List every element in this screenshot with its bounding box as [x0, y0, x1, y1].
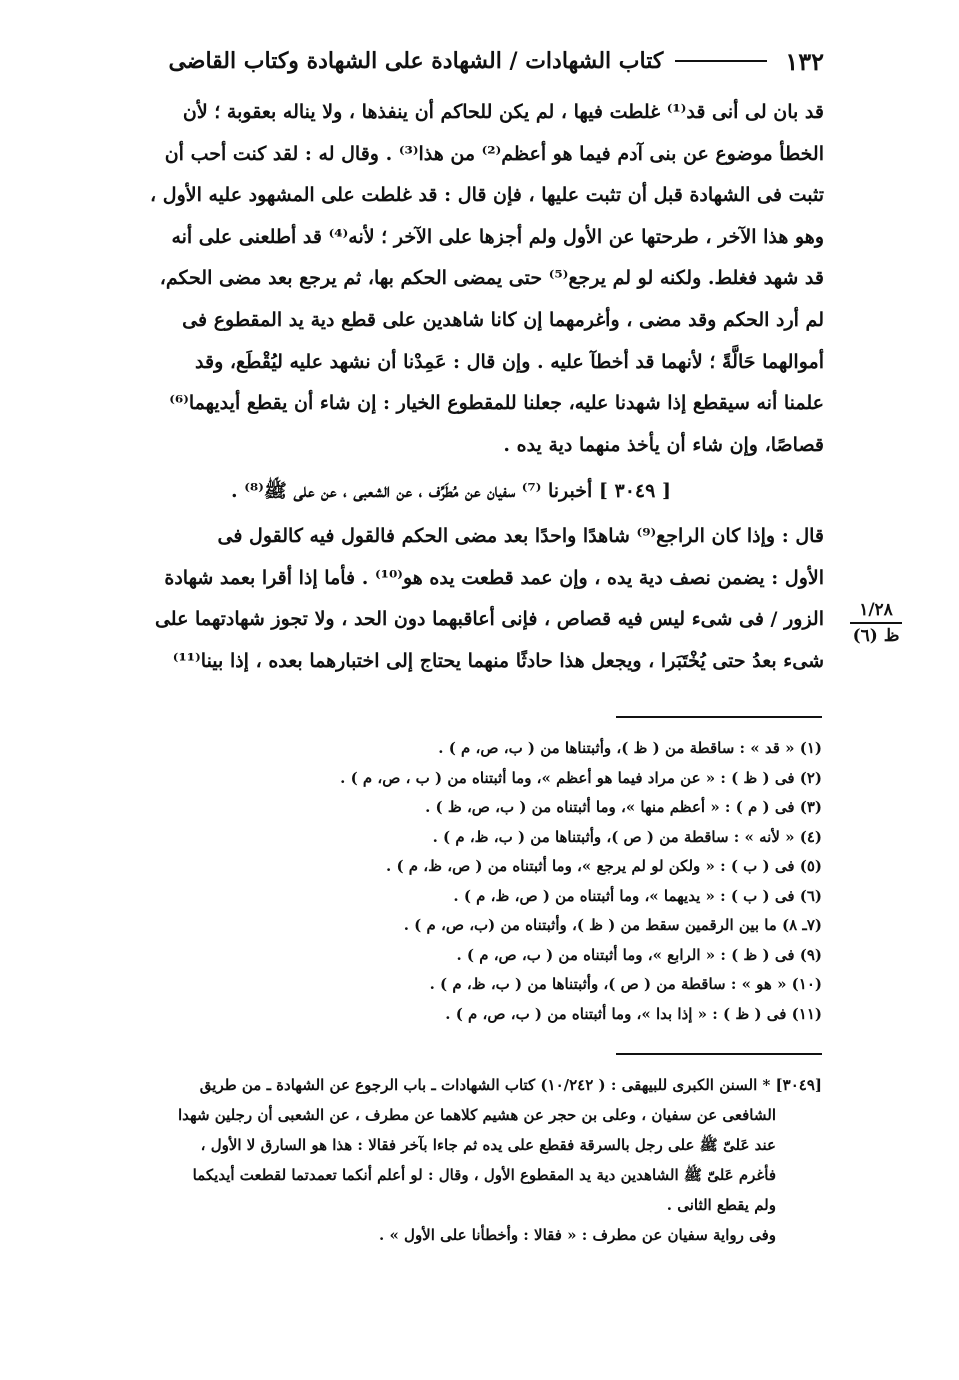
text-line: قال : وإذا كان الراجع⁽⁹⁾ شاهدًا واحدًا بعد مضى الحكم فالقول فيه كالقول فى — [217, 524, 824, 547]
footnote: (٢) فى ( ظ ) : « عن مراد فيما هو أعظم »، وما أثبتناه من ( ب ، ص، م ) . — [340, 768, 822, 787]
paragraph-2 — [78, 516, 824, 682]
paragraph-1 — [78, 92, 824, 466]
margin-note-manuscript: ظ (٦) — [852, 626, 900, 646]
footnote: (١) « قد » : ساقطة من ( ظ )، وأثبتناها من ( ب، ص، م ) . — [438, 739, 822, 757]
footnote: (١١) فى ( ظ ) : « إذا بدا »، وما أثبتناه من ( ب، ص، م ) . — [445, 1004, 822, 1023]
footnote: (٣) فى ( م ) : « أعظم منها »، وما أثبتناه من ( ب، ص، ظ ) . — [425, 798, 822, 816]
source-line: فأغرم عَلىّ ﷺ الشاهدين دية يد المقطوع الأول ، وقال : لو أعلم أنكما تعمدتما لقطعت أيديكما — [192, 1166, 776, 1184]
text-line: أموالهما حَالَّةً ؛ لأنهما قد أخطآ عليه . وإن قال : عَمِدْنا أن نشهد عليه ليُقْطَع، وقد — [195, 350, 824, 373]
margin-note-folio: ١/٢٨ — [859, 600, 893, 620]
source-line: الشافعى عن سفيان ، وعلى بن حجر عن هشيم كلاهما عن مطرف ، عن الشعبى أن رجلين شهدا — [177, 1106, 776, 1124]
text-line: تثبت فى الشهادة قبل أن تثبت عليها ، فإن قال : قد غلطت على المشهود عليه الأول ، — [150, 184, 824, 207]
text-line: الخطأ موضوع عن بنى آدم فيما هو أعظم⁽²⁾ من هذا⁽³⁾ . وقال له : لقد كنت أحب أن — [164, 142, 824, 165]
text-line: لم أرد الحكم وقد مضى ، وأغرمهما إن كانا شاهدين على قطع دية يد المقطوع فى — [182, 308, 824, 331]
source-line: عند عَلىّ ﷺ على رجل بالسرقة فقطع على يده ثم جاءا بآخر فقالا : هذا هو السارق لا الأول ، — [200, 1136, 776, 1154]
text-line: وهو هذا الآخر ، طرحتها عن الأول ولم أجزها على الآخر ؛ لأنه⁽⁴⁾ قد أطلعنى على أنه — [171, 225, 824, 248]
source-line: وفى رواية سفيان عن مطرف : « فقالا : وأخطأنا على الأول » . — [379, 1226, 776, 1244]
footnotes — [78, 734, 822, 1029]
footnote: (٦) فى ( ب ) : « يديهما »، وما أثبتناه من ( ص، ظ، م ) . — [453, 886, 822, 905]
footnote: (١٠) « هو » : ساقطة من ( ص )، وأثبتناها من ( ب، ظ، م ) . — [429, 975, 822, 993]
text-line: الزور / فى شىء ليس فيه قصاص ، فإنى أعاقبهما دون الحد ، ولا تجوز شهادتهما على — [154, 608, 824, 631]
manuscript-margin-note — [846, 600, 906, 646]
main-text — [78, 92, 824, 682]
header-rule — [675, 60, 767, 62]
text-line: قد بان لى أنى قد⁽¹⁾ غلطت فيها ، لم يكن للحاكم أن ينفذها ، ولا يناله بعقوبة ؛ لأن — [182, 101, 824, 123]
source-line: [٣٠٤٩] * السنن الكبرى للبيهقى : ( ١٠/٢٤٢) كتاب الشهادات ـ باب الرجوع عن الشهادة ـ من طريق — [199, 1076, 822, 1094]
page-number: ١٣٢ — [785, 46, 824, 76]
text-line: شىء بعدُ حتى يُخْتَبَرا ، ويجعل هذا حادثًا منهما يحتاج إلى اختبارهما بعده ، إذا بينا⁽¹¹⁾ — [172, 649, 824, 672]
footnote: (٤) « لأنه » : ساقطة من ( ص )، وأثبتناها من ( ب، ظ، م ) . — [432, 827, 822, 846]
page-header — [78, 40, 824, 82]
running-title: كتاب الشهادات / الشهادة على الشهادة وكتاب القاضى — [168, 48, 664, 74]
source-notes — [78, 1070, 822, 1250]
text-line: قد شهد فغلط. ولكنه لو لم يرجع⁽⁵⁾ حتى يمضى الحكم بها، ثم يرجع بعد مضى الحكم، — [159, 267, 824, 290]
footnote-divider — [616, 716, 822, 718]
text-line: الأول : يضمن نصف دية يده ، وإن عمد قطعت يده هو⁽¹⁰⁾ . فأما إذا أقرا بعمد شهادة — [164, 566, 824, 589]
source-line: ولم يقطع الثانى . — [666, 1196, 776, 1214]
text-line: علمنا أنه سيقطع إذا شهدنا عليه، جعلنا للمقطوع الخيار : إن شاء أن يقطع أيديهما⁽⁶⁾ — [169, 392, 824, 415]
footnote: (٥) فى ( ب ) : « ولكن لو لم يرجع »، وما أثبتناه من ( ص، ظ، م ) . — [386, 857, 822, 875]
text-line: قصاصًا، وإن شاء أن يأخذ منهما دية يده . — [503, 433, 824, 456]
sources-divider — [616, 1053, 822, 1055]
footnote: (٧ـ ٨) ما بين الرقمين سقط من ( ظ )، وأثبتناه من (ب، ص، م ) . — [403, 916, 822, 934]
margin-note-divider — [850, 622, 902, 624]
footnote: (٩) فى ( ظ ) : « الرابع »، وما أثبتناه من ( ب، ص، م ) . — [456, 945, 822, 964]
narration-line: [ ٣٠٤٩ ] أخبرنا ⁽⁷⁾ سفيان عن مُطَرِّف ، عن الشعبى ، عن على ﷺ⁽⁸⁾ . — [231, 480, 671, 503]
